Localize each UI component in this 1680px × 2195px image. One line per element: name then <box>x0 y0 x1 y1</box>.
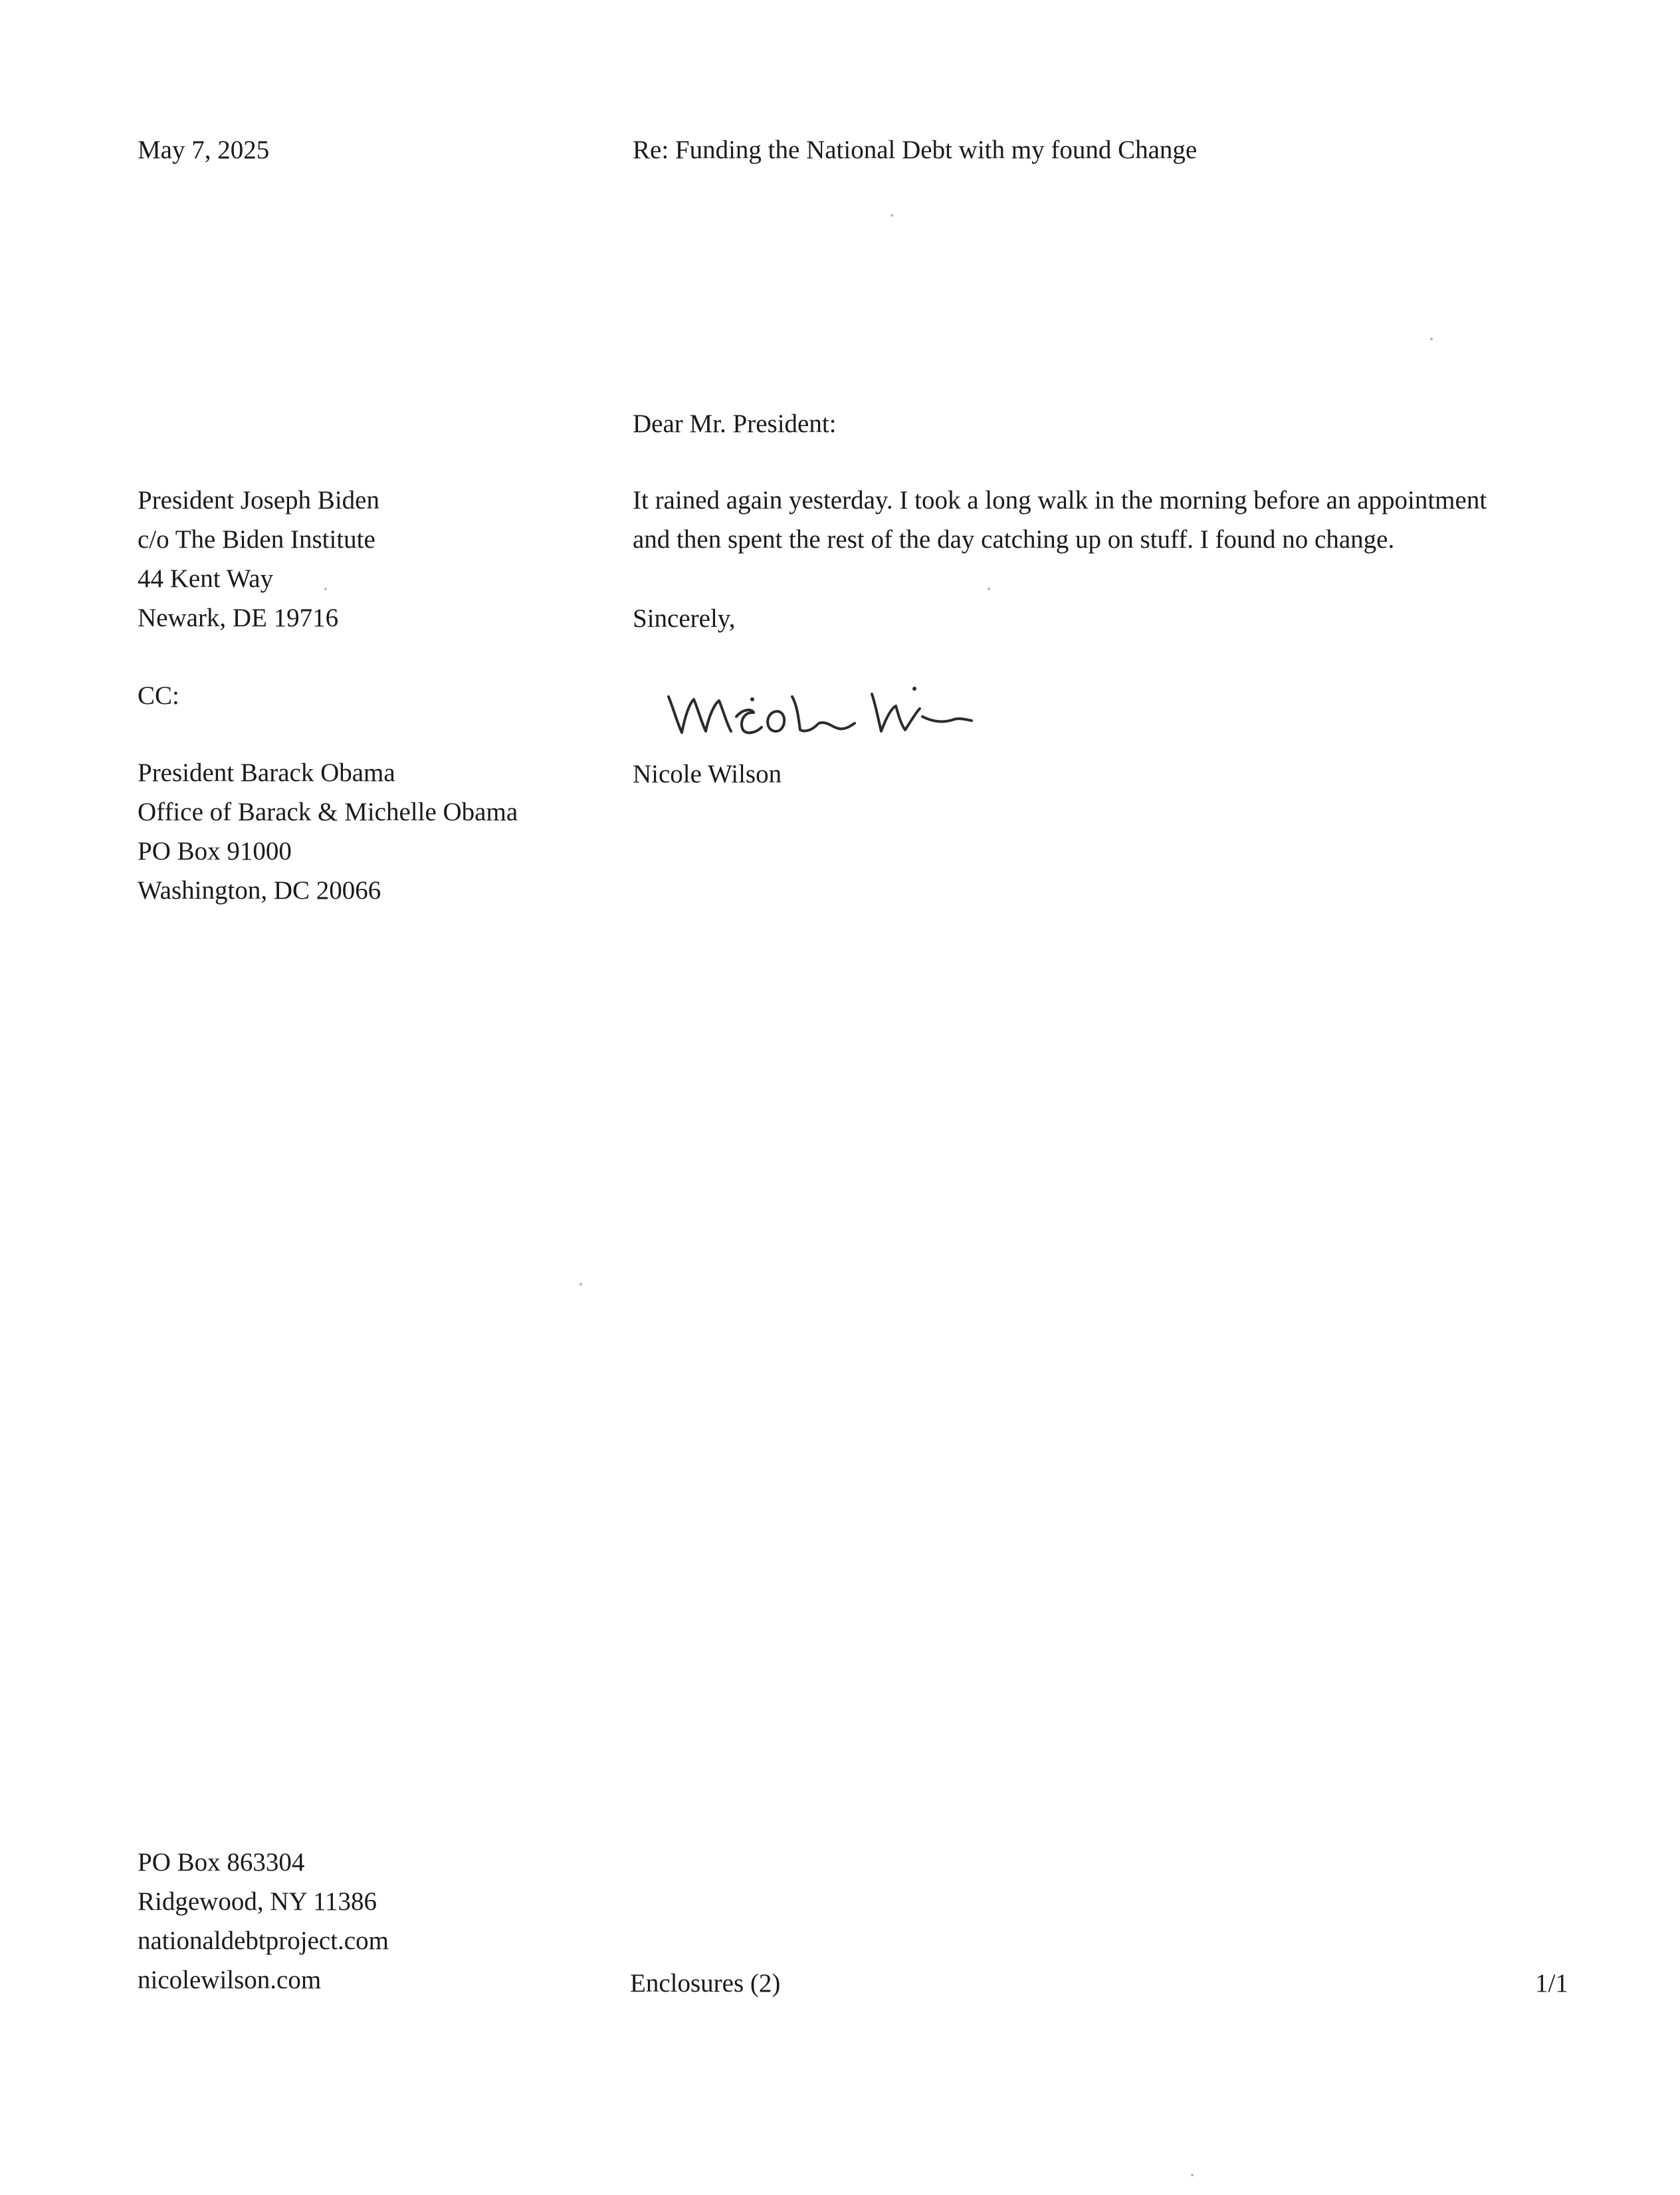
signer-name: Nicole Wilson <box>633 760 782 788</box>
sender-website: nicolewilson.com <box>138 1966 322 1994</box>
body-line: It rained again yesterday. I took a long walk in the morning before an appointment <box>633 486 1487 515</box>
cc-recipient-address <box>138 753 518 910</box>
page-number: 1/1 <box>1535 1969 1568 1998</box>
scan-speck <box>1430 338 1433 340</box>
scan-speck <box>324 588 327 590</box>
letter-subject: Re: Funding the National Debt with my found Change <box>633 136 1198 164</box>
cc-recipient-name: President Barack Obama <box>138 758 395 787</box>
salutation: Dear Mr. President: <box>633 409 837 438</box>
sender-po-box: PO Box 863304 <box>138 1848 305 1877</box>
scan-speck <box>891 214 893 217</box>
closing: Sincerely, <box>633 604 736 633</box>
recipient-street: 44 Kent Way <box>138 564 274 593</box>
recipient-organization: c/o The Biden Institute <box>138 525 375 554</box>
letter-date: May 7, 2025 <box>138 136 270 164</box>
recipient-name: President Joseph Biden <box>138 486 379 515</box>
scan-speck <box>1191 2174 1194 2176</box>
sender-website: nationaldebtproject.com <box>138 1926 389 1955</box>
handwritten-signature <box>665 670 977 750</box>
enclosures-note: Enclosures (2) <box>630 1969 781 1998</box>
sender-city: Ridgewood, NY 11386 <box>138 1887 377 1916</box>
scan-speck <box>988 588 990 590</box>
recipient-address <box>138 481 379 637</box>
recipient-city: Newark, DE 19716 <box>138 604 339 632</box>
scan-speck <box>579 1283 582 1286</box>
cc-label: CC: <box>138 681 179 710</box>
letter-body <box>633 481 1487 559</box>
cc-recipient-city: Washington, DC 20066 <box>138 876 381 905</box>
sender-address <box>138 1843 389 2000</box>
cc-recipient-po-box: PO Box 91000 <box>138 837 292 866</box>
body-line: and then spent the rest of the day catching up on stuff. I found no change. <box>633 525 1395 554</box>
cc-recipient-organization: Office of Barack & Michelle Obama <box>138 798 518 826</box>
